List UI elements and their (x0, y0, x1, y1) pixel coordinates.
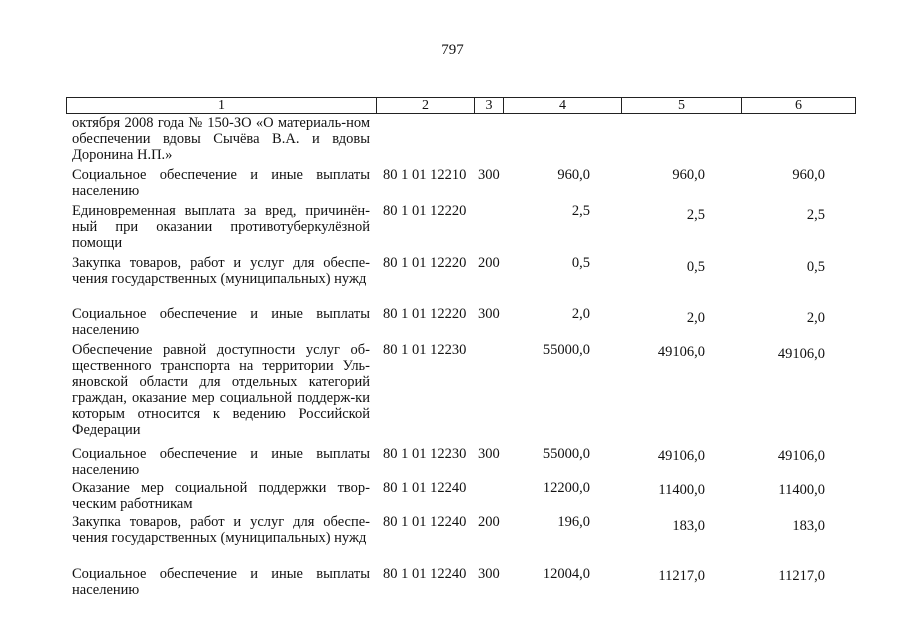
row-value-col4: 55000,0 (542, 446, 590, 462)
row-code: 80 1 01 12230 (383, 446, 467, 462)
header-cell-2: 2 (376, 98, 474, 113)
header-cell-3: 3 (474, 98, 503, 113)
row-description: Социальное обеспечение и иные выплаты населению (72, 446, 370, 478)
row-value-col5: 11400,0 (658, 482, 705, 498)
row-value-col6: 2,0 (806, 310, 825, 326)
row-value-col6: 2,5 (806, 207, 825, 223)
row-value-col6: 11217,0 (778, 568, 825, 584)
row-value-col5: 49106,0 (657, 344, 705, 360)
row-description: Социальное обеспечение и иные выплаты населению (72, 566, 370, 598)
row-value-col6: 960,0 (792, 167, 825, 183)
row-code: 80 1 01 12210 (383, 167, 467, 183)
row-description: Социальное обеспечение и иные выплаты населению (72, 167, 370, 199)
row-code: 80 1 01 12240 (383, 480, 467, 496)
row-value-col5: 11217,0 (658, 568, 705, 584)
row-description: Оказание мер социальной поддержки твор-ческим работникам (72, 480, 370, 512)
row-type: 300 (478, 566, 500, 582)
row-value-col6: 0,5 (806, 259, 825, 275)
row-code: 80 1 01 12240 (383, 514, 467, 530)
header-cell-6: 6 (741, 98, 855, 113)
header-cell-1: 1 (218, 98, 225, 113)
row-description: Закупка товаров, работ и услуг для обеспе-чения государственных (муниципальных) нужд (72, 514, 370, 546)
row-value-col6: 11400,0 (778, 482, 825, 498)
row-value-col5: 2,0 (686, 310, 705, 326)
row-type: 200 (478, 255, 500, 271)
row-value-col4: 12200,0 (542, 480, 590, 496)
row-value-col4: 0,5 (571, 255, 590, 271)
row-value-col4: 2,0 (571, 306, 590, 322)
row-code: 80 1 01 12220 (383, 306, 467, 322)
row-value-col4: 196,0 (557, 514, 590, 530)
row-value-col6: 49106,0 (777, 448, 825, 464)
row-type: 300 (478, 446, 500, 462)
row-code: 80 1 01 12230 (383, 342, 467, 358)
row-type: 300 (478, 306, 500, 322)
row-description: Обеспечение равной доступности услуг об-щественного транспорта на территории Уль-яновской области для отдельных категорий граждан, оказание мер социальной поддерж-ки которым относится к ведению Российской Федерации (72, 342, 370, 438)
table-header (66, 97, 856, 114)
row-description: Единовременная выплата за вред, причинён-ный при оказании противотуберкулёзной помощи (72, 203, 370, 251)
row-description: октября 2008 года № 150-ЗО «О материаль-ном обеспечении вдовы Сычёва В.А. и вдовы Доронина Н.П.» (72, 115, 370, 163)
row-value-col5: 183,0 (672, 518, 705, 534)
header-cell-5: 5 (621, 98, 741, 113)
row-value-col5: 2,5 (686, 207, 705, 223)
row-description: Закупка товаров, работ и услуг для обеспе-чения государственных (муниципальных) нужд (72, 255, 370, 287)
row-code: 80 1 01 12240 (383, 566, 467, 582)
row-code: 80 1 01 12220 (383, 203, 467, 219)
row-type: 300 (478, 167, 500, 183)
row-value-col4: 55000,0 (542, 342, 590, 358)
row-code: 80 1 01 12220 (383, 255, 467, 271)
row-value-col4: 960,0 (557, 167, 590, 183)
page-number: 797 (441, 42, 464, 58)
header-cell-4: 4 (503, 98, 621, 113)
row-value-col6: 183,0 (792, 518, 825, 534)
row-value-col5: 49106,0 (657, 448, 705, 464)
row-value-col5: 960,0 (672, 167, 705, 183)
row-value-col5: 0,5 (686, 259, 705, 275)
row-type: 200 (478, 514, 500, 530)
row-value-col4: 12004,0 (542, 566, 590, 582)
row-description: Социальное обеспечение и иные выплаты населению (72, 306, 370, 338)
row-value-col6: 49106,0 (777, 346, 825, 362)
row-value-col4: 2,5 (571, 203, 590, 219)
